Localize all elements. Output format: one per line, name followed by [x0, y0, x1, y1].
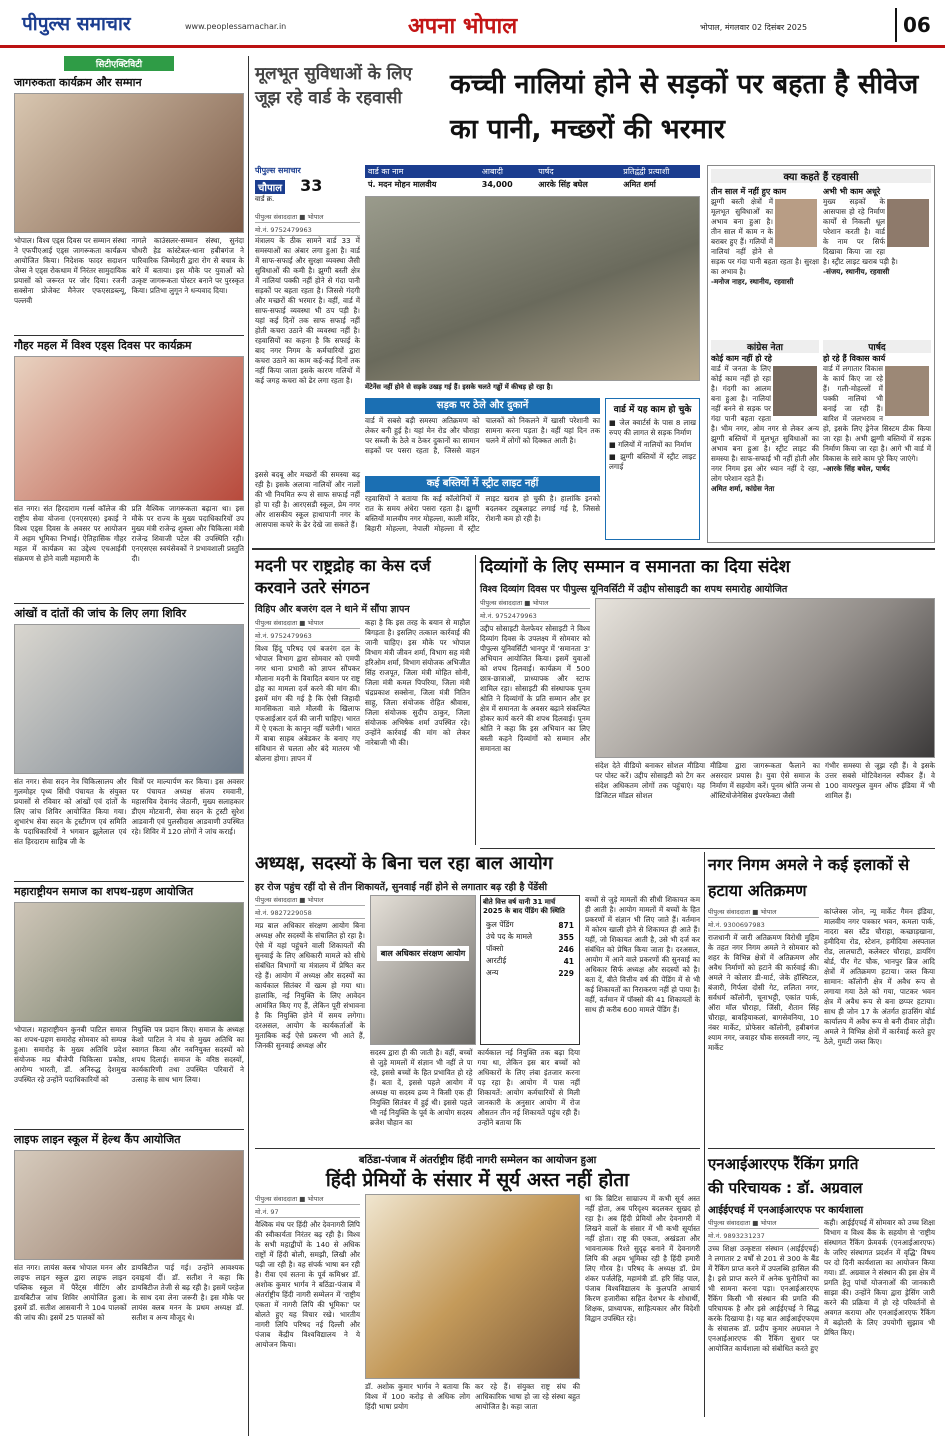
photo-aids-day: [14, 356, 244, 501]
story-body: चित्रों पर माल्यार्पण कर किया। इस अवसर पर पंचायत अध्यक्ष संजय रमवानी, महासचिव देवानंद जेठानी, मुख्य सलाहकार डीएम मोटवानी, सेवा सदन के ट्रस्टी सुरेश आडवानी एवं पुलसीदास आडवाणी उपस्थित रहे। शिविर में 120 लोगों ने जांच कराई।: [131, 777, 244, 836]
story-title: नगर निगम अमले ने कई इलाकों से हटाया अतिक्रमण: [708, 855, 910, 900]
byline: पीपुल्स संवाददाता ■ भोपाल: [255, 895, 365, 906]
story-title: मदनी पर राष्ट्रद्रोह का केस दर्ज करवाने उतरे संगठन: [255, 556, 431, 597]
stat-value: 355: [558, 932, 574, 942]
story-body: वैश्विक मंच पर हिंदी और देवनागरी लिपि की स्वीकार्यता निरंतर बढ़ रही है। विश्व के सभी महाद्वीपों के 140 से अधिक राष्ट्रों में हिंदी बोली, समझी, लिखी और पढ़ी जा रही है। वह संपर्क भाषा बन रही है। रीवा एवं सतना के पूर्व कमिश्नर डॉ. अशोक कुमार भार्गव ने बठिंडा-पंजाब में अंतर्राष्ट्रीय हिंदी नागरी सम्मेलन में 'राष्ट्रीय एकता में नागरी लिपि की भूमिका' पर बोलते हुए यह विचार रखे। भारतीय नागरी लिपि परिषद नई दिल्ली और पंजाब केंद्रीय विश्वविद्यालय ने ये आयोजन किया।: [255, 1220, 360, 1349]
pending-box: [480, 895, 580, 1045]
city-activity-column: [14, 56, 244, 1436]
mobile: मो.नं. 97: [255, 1207, 360, 1218]
th-population: आबादी: [481, 167, 503, 176]
residents-title: क्या कहते हैं रहवासी: [711, 169, 931, 183]
lead-kicker: मूलभूत सुविधाओं के लिए जूझ रहे वार्ड के रहवासी: [255, 64, 413, 108]
work-item: ■ गलियों में नालियों का निर्माण: [609, 440, 692, 449]
story-body: भोपाल। महाराष्ट्रीयन कुनबी पाटिल समाज का शपथ-ग्रहण समारोह सोमवार को सम्पन्न हुआ। समारोह के मुख्य अतिथि प्रदेश संयोजक मप्र बीजेपी चिकित्सा प्रकोष्ठ, आरोग्य भारती, डॉ. अनिरुद्ध देशमुख उपस्थित रहे उन्होंने पदाधिकारियों को: [14, 1025, 127, 1084]
street-light-text: रहवासियों ने बताया कि कई कॉलोनियों में रात के समय अंधेरा पसरा रहता है। झुग्गी बस्तियों मालवीय नगर मोहल्ला, काली मंदिर, बिहारी मोहल्ला, नेपाली मोहल्ला में स्ट्रीट लाइट खराब हो चुकी है। हालांकि इनको बदलकर ट्यूबलाइट लगाई गई है, जिससे रोशनी कम हो रही है।: [365, 494, 600, 533]
byline: पीपुल्स संवाददाता ■ भोपाल: [255, 618, 360, 629]
story-subtitle: विहिप और बजरंग दल ने थाने में सौंपा ज्ञापन: [255, 604, 410, 615]
lead-body-col2: इससे बदबू और मच्छरों की समस्या बढ़ रही है। इसके अलावा नालियों और नालों की भी नियमित रूप से साफ सफाई नहीं हो पा रही है। आरएसडी स्कूल, प्रेम नगर और शासकीय स्कूल हाथापानी नगर के आसपास कचरे के ढेर देखे जा सकते हैं।: [255, 470, 360, 529]
story-body: उच्च शिक्षा उत्कृष्टता संस्थान (आईईएचई) ने लगातार 2 वर्षों से 201 से 300 के बैंड में रैंकिंग प्राप्त करने में उपलब्धि हासिल की है। इसे प्राप्त करने में अनेक चुनौतियों का भी सामना करना पड़ा। एनआईआरएफ रैंकिंग किसी भी संस्थान की प्रगति की परिचायक है और इसे आईईएचई ने सिद्ध करके दिखाया है। यह बात आईआईएफएम के संचालक डॉ. प्रदीप कुमार अग्रवाल ने एनआईआरएफ की रैंकिंग सुधार पर आयोजित कार्यशाला को संबोधित करते हुए: [708, 1244, 819, 1353]
stat-value: 871: [558, 920, 574, 930]
story-title: लाइफ लाइन स्कूल में हेल्थ कैंप आयोजित: [14, 1129, 244, 1147]
subhead-street-light: कई बस्तियों में स्ट्रीट लाइट नहीं: [365, 476, 600, 492]
story-body: उद्दीप सोसाइटी वेलफेयर सोसाइटी ने विश्व दिव्यांग दिवस के उपलक्ष्य में सोमवार को पीपुल्स यूनिवर्सिटी भानपुर में 'समानता 3' अभियान आयोजित किया। इसमें युवाओं को शपथ दिलवाई। कार्यक्रम में 500 छात्र-छात्राओं, प्राध्यापक और स्टाफ शामिल रहा। सोसाइटी की संस्थापक पूनम श्रोति ने दिव्यांगों के प्रति सम्मान और हर क्षेत्र में समानता के अवसर बढ़ाने संकल्पित होकर कार्य करने की शपथ दिलवाई। पूनम श्रोति ने कहा कि इस अभियान का लिए बस्ती कहने दिव्यांगों को सम्मान और समानता का: [480, 624, 590, 753]
story-title: जागरुकता कार्यक्रम और सम्मान: [14, 76, 142, 89]
story-title: गौहर महल में विश्व एड्स दिवस पर कार्यक्रम: [14, 335, 244, 353]
story-title: की परिचायक : डॉ. अग्रवाल: [708, 1179, 863, 1197]
story-kicker: बठिंडा-पंजाब में अंतर्राष्ट्रीय हिंदी नागरी सम्मेलन का आयोजन हुआ: [358, 1155, 597, 1166]
quote-head: तीन साल में नहीं हुए काम: [711, 187, 787, 196]
story-title: अध्यक्ष, सदस्यों के बिना चल रहा बाल आयोग: [255, 853, 553, 874]
chaupal-logo: [255, 165, 360, 207]
story-body: कार्यकाल नई नियुक्ति तक बढ़ा दिया गया था, लेकिन इस बार बच्चों को अधिकारों के लिए लंबा इंतजार करना पड़ रहा है। आयोग में पास नहीं शिकायतें: आयोग कर्मचारियों से मिली जानकारी के अनुसार आयोग में रोज औसतन तीन नई शिकायतें पहुंच रही हैं। उन्होंने बताया कि: [477, 1048, 580, 1127]
councillor-label: पार्षद: [823, 340, 931, 353]
td-population: 34,000: [481, 180, 513, 189]
chaupal-name: चौपाल: [255, 180, 285, 194]
nagar-story: [708, 852, 935, 1142]
stat-label: कुल पेंडिंग: [486, 920, 514, 929]
stat-value: 229: [558, 968, 574, 978]
story-body: बच्चों से जुड़े मामलों की सीधी शिकायत कम ही आती है। आयोग मामलों में बच्चों के हित प्रकरणों में संज्ञान भी लिए जाते हैं। वर्तमान में कोरम खाली होने से शिकायत ही आते हैं। यहीं, जो शिकायत आती है, उसे भी दर्ज कर संबंधित को प्रेषित किया जाता है। दरअसल, आयोग में आने वाले प्रकरणों की सुनवाई का अधिकार सिर्फ अध्यक्ष और सदस्यों को है। बता दें, बीते वित्तीय वर्ष की पेंडिंग में से भी कई शिकायतों का निराकरण नहीं हो पाया है। वहीं, वर्तमान में पॉक्सो की 41 शिकायतों के साथ ही करीब 600 मामले पेंडिंग हैं।: [585, 895, 700, 1014]
quote-name: -मनोज नाहर, स्थानीय, रहवासी: [711, 277, 794, 286]
story-body: नियुक्ति पत्र प्रदान किए। समाज के अध्यक्ष केशो पाटिल ने मंच से मुख्य अतिथि का स्वागत किया और नवनियुक्त सदस्यों को शपथ दिलाई। समाज के वरिष्ठ सदस्यों, कार्यकारिणी तथा उपस्थित परिवारों ने उत्साह के साथ भाग लिया।: [131, 1025, 244, 1084]
story-body: संत नगर। संत हिरदाराम गर्ल्स कॉलेज की राष्ट्रीय सेवा योजना (एनएसएस) इकाई ने विश्व एड्स दिवस के अवसर पर आयोजन में अहम भूमिका निभाई। ऐतिहासिक गौहर महल में कार्यक्रम का उद्देश्य एचआईवी संक्रमण से होने वाली महामारी के: [14, 504, 127, 563]
quote-text: मुख्य सड़कों के आसपास हो रहे निर्माण कार्यों से निकली धूल परेशान करती है। वार्ड के नाम पर सिर्फ दिखावा किया जा रहा है। स्ट्रीट लाइट खराब पड़ी है।: [823, 197, 898, 266]
aayog-story: [255, 850, 700, 1150]
work-item: ■ जेल क्वार्टर्स के पास 8 लाख रुपए की लागत से सड़क निर्माण: [609, 418, 696, 437]
board-text: बाल अधिकार संरक्षण आयोग: [377, 946, 469, 961]
quote-text: वार्ड में जनता के लिए कोई काम नहीं हो रहा है। गंदगी का आलम बना हुआ है। नालियां नहीं बनने से सड़क पर गंदा पानी बहता रहता है। भीम नगर, ओम नगर से लेकर अन्य झुग्गी बस्तियों में मूलभूत सुविधाओं का अभाव बना हुआ है। स्ट्रीट लाइट की समस्या है। साफ-सफाई भी नहीं होती और नगर निगम इस ओर ध्यान नहीं दे रहा, लोग परेशान रहते हैं।: [711, 364, 819, 483]
byline: पीपुल्स संवाददाता ■ भोपाल: [708, 1218, 819, 1229]
stat-label: आरटीई: [486, 956, 507, 965]
congress-label: कांग्रेस नेता: [711, 340, 819, 353]
photo-conference: [365, 1194, 580, 1379]
byline: पीपुल्स संवाददाता ■ भोपाल: [480, 598, 590, 609]
story-subtitle: आईईएचई में एनआईआरएफ पर कार्यशाला: [708, 1205, 864, 1216]
photo-school-camp: [14, 1150, 244, 1260]
works-title: वार्ड में यह काम हो चुके: [613, 405, 692, 415]
story-title: आंखों व दांतों की जांच के लिए लगा शिविर: [14, 603, 244, 621]
work-item: ■ झुग्गी बस्तियों में स्ट्रीट लाइट लगाई: [609, 452, 696, 471]
avatar: [885, 366, 929, 416]
story-body: प्रति वैश्विक जागरूकता बढ़ाना था। इस मौके पर राज्य के मुख्य पदाधिकारियों उप मुख्य मंत्री राजेन्द्र शुक्ला और चिकित्सा मंत्री राजेन्द्र शिवाजी पटेल की उपस्थिति रही। एनएसएस स्वयंसेवकों ने प्रभावशाली प्रस्तुति दी।: [131, 504, 244, 563]
photo-caption: मेंटेनेंस नहीं होने से सड़के उखड़ गई हैं। इसके चलते गड्ढों में कीचड़ हो रहा है।: [365, 383, 553, 391]
mobile: मो.नं. 9827229058: [255, 908, 365, 919]
story-body: गंभीर समस्या से जूझ रही हैं। वे इसके उत्तर सबसे मोटिवेशनल स्पीकर हैं। वे 100 वायरफुल वुमन ऑफ इंडिया में भी शामिल हैं।: [825, 761, 935, 800]
story-body: कर रहे हैं। संयुक्त राष्ट्र संघ की आधिकारिक भाषा हो जा रहे संस्था बहुत आयोजित है। कहा जाता: [475, 1382, 580, 1411]
dateline: भोपाल, मंगलवार 02 दिसंबर 2025: [700, 23, 808, 32]
nirf-story: [708, 1152, 935, 1440]
photo-broken-road: [365, 196, 700, 381]
photo-text: संदेश देते वीडियो बनाकर सोशल मीडिया पर पोस्ट करें। उद्दीप सोसाइटी को टैग कर संदेश अधिकतम लोगों तक पहुंचाएं। यह डिजिटल मॉडल सोशल: [595, 761, 705, 800]
quote-head: कोई काम नहीं हो रहे: [711, 354, 772, 363]
story-body: विश्व हिंदू परिषद एवं बजरंग दल के भोपाल विभाग द्वारा सोमवार को एमपी नगर थाना प्रभारी को ज्ञापन सौंपकर मौलाना मदनी के विवादित बयान पर राष्ट्र द्रोह का मामला दर्ज करने की मांग की। इसमें मांग की गई है कि ऐसी जिहादी मानसिकता वाले मौलवी के खिलाफ एफआईआर दर्ज की जानी चाहिए। भारत में ऐ एकता के कानून नहीं चलेगी। भारत में बाबा साहब अंबेडकर के बनाए गए संविधान से चलता और बंदे मातरम भी बोलना होगा। ज्ञापन में: [255, 644, 360, 763]
stat-value: 41: [563, 956, 574, 966]
ward-info-table: [365, 165, 700, 191]
photo-students-oath: [595, 598, 935, 758]
byline: पीपुल्स संवाददाता ■ भोपाल: [255, 1194, 360, 1205]
story-body: नागले काउंसलर-सम्मान संस्था, सुनंदा चौधरी हेड कांस्टेबल-थाना हबीबगंज ने पारिवारिक जिम्मेदारी द्वारा रोग से बचाव के बारे में बताया। इस मौके पर युवाओं को उत्कृष्ट जागरूकता पोस्टर बनाने पर पुरस्कृत किया। प्रतिभा लुगून ने धन्यवाद दिया।: [131, 236, 244, 295]
story-body: संत नगर। लायंस क्लब भोपाल मनन और लाइफ लाइन स्कूल द्वारा लाइफ लाइन पब्लिक स्कूल में पैरेंट्स मीटिंग और डायबिटीज जांच शिविर आयोजित हुआ। इसमें डॉ. सतीश आसवानी ने 104 पालकों की जांच की। इसमें 25 पालकों को: [14, 1263, 127, 1322]
avatar: [775, 199, 817, 247]
story-body: मीडिया द्वारा जागरूकता फैलाने का असरदार प्रयास है। युवा ऐसे समाज के निर्माण में सहयोग करें। पूनम श्रोति जन्म से ऑस्टियोजेनेसिस इंपरफेक्टा जैसी: [710, 761, 820, 800]
section-label: सिटीएक्टिविटी: [64, 56, 174, 71]
lead-headline: कच्ची नालियां होने से सड़कों पर बहता है सीवेज का पानी, मच्छरों की भरमार: [450, 69, 919, 145]
chaupal-brand: पीपुल्स समाचार: [255, 166, 301, 175]
pending-table: [483, 919, 577, 979]
quote-head: अभी भी काम अधूरे: [823, 187, 881, 196]
hindi-story: [255, 1152, 700, 1440]
section-title: अपना भोपाल: [408, 14, 518, 39]
td-councillor: आरके सिंह बघेल: [538, 180, 588, 189]
mobile: मो.नं. 9893231237: [708, 1231, 819, 1242]
masthead: [0, 0, 945, 48]
stat-label: अन्य: [486, 968, 499, 977]
story-body: डायबिटीज पाई गई। उन्होंने आवश्यक दवाइयां दीं। डॉ. सतीश ने कहा कि डायबिटीज तेजी से बढ़ रही है। इसमें परहेज के साथ दवा लेना जरूरी है। इस मौके पर लायंस क्लब मनन के प्रथम अध्यक्ष डॉ. सतीश व अन्य मौजूद थे।: [131, 1263, 244, 1322]
th-rival: प्रतिद्वंद्वी प्रत्याशी: [623, 167, 670, 176]
byline: पीपुल्स संवाददाता ■ भोपाल: [255, 212, 360, 223]
story-title: दिव्यांगों के लिए सम्मान व समानता का दिया संदेश: [480, 557, 791, 577]
th-ward: वार्ड का नाम: [368, 167, 404, 176]
story-title: महाराष्ट्रीयन समाज का शपथ-ग्रहण आयोजित: [14, 881, 244, 899]
photo-commission-board: [370, 895, 476, 1045]
story-subtitle: विश्व दिव्यांग दिवस पर पीपुल्स यूनिवर्सिटी में उद्दीप सोसाइटी का शपथ समारोह आयोजित: [480, 584, 788, 595]
mobile: मो.नं. 9300697983: [708, 920, 819, 931]
pending-title: बीते वित्त वर्ष यानी 31 मार्च 2025 के बाद पेंडिंग की स्थिति: [483, 898, 565, 915]
story-body: था कि ब्रिटिश साम्राज्य में कभी सूर्य अस्त नहीं होता, अब परिदृश्य बदलकर सुखद हो रहा है। अब हिंदी प्रेमियों और देवनागरी में लिखने वालों के संसार में भी कभी सूर्यास्त नहीं होता। राष्ट्र की एकता, अखंडता और भावनात्मक रिश्ते सुदृढ़ बनाने में देवनागरी लिपि की अहम भूमिका रही है हिंदी हमारी लिए गौरव है। परिषद के अध्यक्ष डॉ. प्रेम शंकर पर्जलेहि, महामंत्री डॉ. हरि सिंह पाल, पंजाब विश्वविद्यालय के कुलपति आचार्य किरण हजारीका सहित देशभर के शोधार्थी, शिक्षक, प्राध्यापक, साहित्यकार और विदेशी विद्वान उपस्थित रहे।: [585, 1194, 700, 1323]
avatar: [773, 366, 817, 416]
ward-label: वार्ड क्र.: [255, 195, 275, 203]
th-councillor: पार्षद: [538, 167, 554, 176]
quote-name: अमित शर्मा, कांग्रेस नेता: [711, 484, 775, 493]
ward-number: 33: [300, 176, 323, 195]
works-done-box: [605, 398, 700, 540]
mobile: मो.नं. 9752479963: [480, 611, 590, 622]
stat-label: उंचे पद के मामले: [486, 932, 533, 941]
residents-panel: [707, 165, 935, 543]
photo-awareness: [14, 93, 244, 233]
byline: पीपुल्स संवाददाता ■ भोपाल: [708, 907, 819, 918]
story-body: संत नगर। सेवा सदन नेत्र चिकित्सालय और गुलमोहर पृथ्य सिंधी पंचायत के संयुक्त प्रयासों से रविवार को आंखों एवं दांतों के लिए जांच शिविर आयोजित किया गया। शुभारंभ सेवा सदन के ट्रस्टीगण एवं समिति के पदाधिकारियों ने भगवान झूलेलाल एवं संत हिरदाराम साहिब जी के: [14, 777, 127, 846]
quote-text: झुग्गी बस्ती क्षेत्रों में मूलभूत सुविधाओं का अभाव बना हुआ है। तीन साल में काम न के बराबर हुए हैं। गलियों में नालियां नहीं होने से सड़क पर गंदा पानी बहता रहता है। सुरक्षा का अभाव है।: [711, 197, 819, 276]
story-body: भोपाल। विश्व एड्स दिवस पर सम्मान संस्था ने एफपीएआई एड्स जागरूकता कार्यक्रम आयोजित किया। निदेशक फादर सदाशन जेम्स ने एड्स रोकथाम में निरंतर सामुदायिक प्रयासों को जरूरत पर जोर दिया। रजनी सक्सेना प्रोजेक्ट मैनेजर एफएसडब्ल्यू, पल्लवी: [14, 236, 127, 305]
subhead-encroachment: सड़क पर ठेले और दुकानें: [365, 398, 600, 414]
quote-head: हो रहे हैं विकास कार्य: [823, 354, 886, 363]
story-title: हिंदी प्रेमियों के संसार में सूर्य अस्त नहीं होता: [325, 1169, 630, 1191]
story-body: राजधानी में जारी अतिक्रमण विरोधी मुहिम के तहत नगर निगम अमले ने सोमवार को शहर के विभिन्न क्षेत्रों में अतिक्रमण और अवैध निर्माणों को हटाने की कार्रवाई की। अमले ने कोलार डी-मार्ट, जेके हॉस्पिटल, बंजारी, गिर्पला दोसी गेट, ललिता नगर, सर्वधर्म कॉलोनी, चूनाभट्टी, एकांत पार्क, ऑरा मॉल चौराहा, जिंसी, शैतान सिंह चौराहा, बावड़ियाकलां, बागसेवनिया, 10 नंबर मार्केट, प्रोफेसर कॉलोनी, हबीबगंज श्याम नगर, जवाहर चौक सरस्वती नगर, न्यू मार्केट: [708, 933, 819, 1052]
mobile: मो.नं. 9752479963: [255, 225, 360, 236]
photo-health-camp: [14, 624, 244, 774]
story-body: सदस्य द्वारा ही की जाती है। वहीं, बच्चों से जुड़े मामलों में संज्ञान भी नहीं ले पा रहे, इससे बच्चों के हित प्रभावित हो रहे हैं। बता दें, इससे पहले आयोग में अध्यक्ष या सदस्य द्रव्य ने किसी एक ही नियुक्ति सितंबर में हुई थी। इससे पहले भी नई नियुक्ति के पूर्व के आयोग सदस्य ब्रजेश चौहान का: [370, 1048, 473, 1127]
story-body: कही। आईईएचई में सोमवार को उच्च शिक्षा विभाग व विश्व बैंक के सहयोग से 'राष्ट्रीय संस्थागत रैंकिंग फ्रेमवर्क (एनआईआरएफ) के जरिए संस्थागत प्रदर्शन में वृद्धि' विषय पर दो दिनी कार्यशाला का आयोजन किया गया। डॉ. अग्रवाल ने संस्थान की इस क्षेत्र में प्रगति हेतु पांचों योजनाओं की जानकारी साझा की। उन्होंने किया द्वारा ड्रेसिंग जारी करने की प्रक्रिया में हो रहे परिवर्तनों से अवगत कराया और एनआईआरएफ रैंकिंग में बढ़ोतरी के लिए उपयोगी सुझाव भी प्रेषित किए।: [824, 1218, 935, 1337]
site-url: www.peoplessamachar.in: [185, 22, 287, 31]
td-rival: अमित शर्मा: [623, 180, 656, 189]
quote-text: वार्ड में लगातार विकास के कार्य किए जा रहे हैं। गली-मोहल्लों में पक्की नालियां भी बनाई जा रही हैं। बारिश में जलभराव न हो, इसके लिए ड्रेनेज सिस्टम ठीक किया जा रहा है। अभी झुग्गी बस्तियों में सड़क निर्माण किया जा रहा है। आगे भी वार्ड में विकास के सारे काम पूरे किए जाएंगे।: [823, 364, 931, 463]
avatar: [887, 199, 929, 247]
quote-name: -आरके सिंह बघेल, पार्षद: [823, 464, 890, 473]
story-body: कहा है कि इस तरह के बयान से माहौल बिगड़ता है। इसलिए तत्काल कार्रवाई की जानी चाहिए। इस मौके पर भोपाल विभाग मंत्री जीवन शर्मा, विभाग सह मंत्री हरिओम शर्मा, विभाग संयोजक अभिजीत सिंह राजपूत, जिला मंत्री मोहित सोनी, जिला मंत्री कमल पिपरिया, जिला मंत्री चंद्रप्रकाश सक्सेना, जिला मंत्री नितिन साहू, जिला संयोजक रोहित श्रीवास, जिला संयोजक सुदीप ठाकुर, जिला संयोजक अभिषेक शर्मा उपस्थित रहे। उन्होंने कार्रवाई की मांग को लेकर नारेबाजी भी की।: [365, 618, 470, 747]
brand-logo: पीपुल्स समाचार: [22, 13, 131, 35]
story-body: मप्र बाल अधिकार संरक्षण आयोग बिना अध्यक्ष और सदस्यों के संचालित हो रहा है। ऐसे में यहां पहुंचने वाली शिकायतों की सुनवाई के लिए अधिकारी मामले को सीधे संबंधित विभागों या मंत्रालय में प्रेषित कर रहे हैं। आयोग में अध्यक्ष और सदस्यों का कार्यकाल सितंबर में खत्म हो गया था। हालांकि, नई नियुक्ति के लिए आवेदन आमंत्रित किए गए हैं, लेकिन पूरी संभावना है कि नियुक्ति होने में समय लगेगा। दरअसल, आयोग के कार्यकर्ताओं के मुताबिक कई ऐसे प्रकरण भी आते हैं, जिनकी सुनवाई अध्यक्ष और: [255, 921, 365, 1050]
story-subtitle: हर रोज पहुंच रहीं दो से तीन शिकायतें, सुनवाई नहीं होने से लगातार बढ़ रही है पेंडेंसी: [255, 882, 548, 893]
quote-name: -संजय, स्थानीय, रहवासी: [823, 267, 890, 276]
divyang-story: [480, 555, 935, 845]
mobile: मो.नं. 9752479963: [255, 631, 360, 642]
page-number: 06: [895, 8, 935, 42]
photo-oath: [14, 902, 244, 1022]
encroachment-text: वार्ड में सबसे बड़ी समस्या अतिक्रमण को लेकर बनी हुई है। यहां मेन रोड और चौराहा पर सब्जी के ठेले व ठेकर दुकानों का सामान सड़कों पर पसरा रहता है, जिससे वाहन चालकों को निकलने में खासी परेशानी का सामना करना पड़ता है। वहीं यहां दिन तक चलने में लोगों को दिक्कत आती है।: [365, 416, 600, 455]
story-body: कांप्लेक्स जोन, न्यू मार्केट गैमन इंडिया, मालवीय नगर पत्रकार भवन, कमला पार्क, नादरा बस स्टैंड चौराहा, कच्छाड़खाना, हमीदिया रोड, स्टेशन, हमीदिया अस्पताल रोड, लालघाटी, कलेक्टर चौराहा, डायरिंग बोर्ड, पीर गेट चौक, भानपुर ब्रिज आदि क्षेत्रों में अतिक्रमण हटाया। जब्त किया सामान: कॉलोनी क्षेत्र में अवैध रूप से लगाया गया ठेले को गया, पाटकर भवन क्षेत्र में अवैध रूप से बना छप्पर हटाया। साथ ही जोन 17 के अंतर्गत हाउसिंग बोर्ड कार्यालय में अवैध रूप से बनी दीवार तोड़ी। अमले ने विभिन्न क्षेत्रों में कार्रवाई करते हुए ठेले, गुमटी जब्त किए।: [824, 907, 935, 1046]
stat-value: 246: [558, 944, 574, 954]
td-ward: पं. मदन मोहन मालवीय: [368, 180, 437, 189]
story-title: एनआईआरएफ रैंकिंग प्रगति: [708, 1155, 859, 1173]
photo-text: डॉ. अशोक कुमार भार्गव ने बताया कि विश्व में 100 करोड़ से अधिक लोग हिंदी भाषा प्रयोग: [365, 1382, 470, 1411]
lead-body-col1: मंत्रालय के ठीक सामने वार्ड 33 में समस्याओं का अंबार लगा हुआ है। वार्ड में साफ-सफाई और सुरक्षा व्यवस्था जैसी सुविधाओं की कमी है। झुग्गी बस्ती क्षेत्र में नालियां पक्की नहीं होने से गंदा पानी सड़कों पर बहता रहता है। जिससे गंदगी और मच्छरों की भरमार है। वहीं, वार्ड में साफ-सफाई व्यवस्था भी ठप पड़ी है। यहां कई दिनों तक साफ सफाई नहीं होती कचरा उठाने की व्यवस्था नहीं है। रहवासियों का कहना है कि सफाई के बाद नगर निगम के कर्मचारियों द्वारा कचरा उठाने का काम कई-कई दिनों तक नहीं किया जाता इसके कारण गलियों में कई जगह कचरा को ढेर लगा रहता है।: [255, 236, 360, 385]
stat-label: पॉक्सो: [486, 944, 504, 953]
